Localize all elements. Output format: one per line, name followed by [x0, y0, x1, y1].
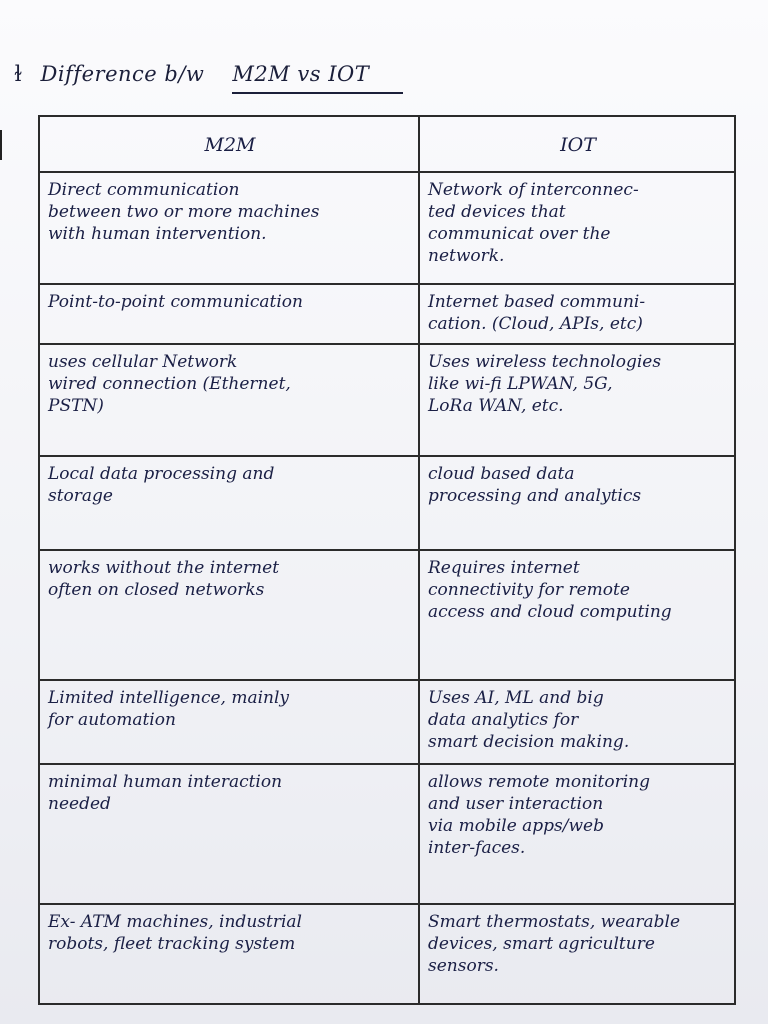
iot-cell — [419, 764, 735, 904]
table-row — [39, 680, 735, 764]
m2m-text: Ex- ATM machines, industrial robots, fleet tracking system — [48, 912, 302, 954]
m2m-cell — [39, 904, 419, 1004]
m2m-text: Point-to-point communication — [48, 292, 303, 312]
iot-text: Uses wireless technologies like wi-fi LPWAN, 5G, LoRa WAN, etc. — [428, 352, 662, 416]
iot-text: Internet based communi- cation. (Cloud, APIs, etc) — [428, 292, 646, 334]
table-row — [39, 344, 735, 456]
iot-cell — [419, 172, 735, 284]
m2m-text: Direct communication between two or more machines with human intervention. — [48, 180, 320, 244]
table-header-row — [39, 116, 735, 172]
m2m-cell — [39, 680, 419, 764]
iot-text: Uses AI, ML and big data analytics for smart decision making. — [428, 688, 630, 752]
iot-cell — [419, 456, 735, 550]
table-row — [39, 172, 735, 284]
m2m-text: works without the internet often on closed networks — [48, 558, 280, 600]
iot-cell — [419, 344, 735, 456]
table-row — [39, 284, 735, 344]
m2m-cell — [39, 344, 419, 456]
iot-text: allows remote monitoring and user interaction via mobile apps/web inter-faces. — [428, 772, 650, 858]
iot-cell — [419, 284, 735, 344]
table-row — [39, 904, 735, 1004]
m2m-text: uses cellular Network wired connection (Ethernet, PSTN) — [48, 352, 291, 416]
iot-cell — [419, 904, 735, 1004]
m2m-text: Local data processing and storage — [48, 464, 275, 506]
iot-cell — [419, 680, 735, 764]
m2m-cell — [39, 550, 419, 680]
iot-text: Network of interconnec- ted devices that communicat over the network. — [428, 180, 639, 266]
iot-text: cloud based data processing and analytics — [428, 464, 642, 506]
m2m-cell — [39, 456, 419, 550]
table-row — [39, 550, 735, 680]
heading-title: Difference b/w — [40, 62, 205, 86]
m2m-text: Limited intelligence, mainly for automation — [48, 688, 290, 730]
margin-mark — [0, 130, 12, 160]
m2m-cell — [39, 764, 419, 904]
m2m-cell — [39, 172, 419, 284]
heading-bullet: ɫ — [14, 62, 23, 86]
heading-topic: M2M vs IOT — [232, 62, 403, 94]
header-iot: IOT — [419, 116, 735, 172]
comparison-table — [38, 115, 736, 1005]
page-heading — [14, 62, 403, 98]
iot-cell — [419, 550, 735, 680]
table-row — [39, 456, 735, 550]
header-m2m: M2M — [39, 116, 419, 172]
m2m-text: minimal human interaction needed — [48, 772, 283, 814]
table-row — [39, 764, 735, 904]
iot-text: Smart thermostats, wearable devices, smart agriculture sensors. — [428, 912, 681, 976]
m2m-cell — [39, 284, 419, 344]
iot-text: Requires internet connectivity for remote access and cloud computing — [428, 558, 672, 622]
